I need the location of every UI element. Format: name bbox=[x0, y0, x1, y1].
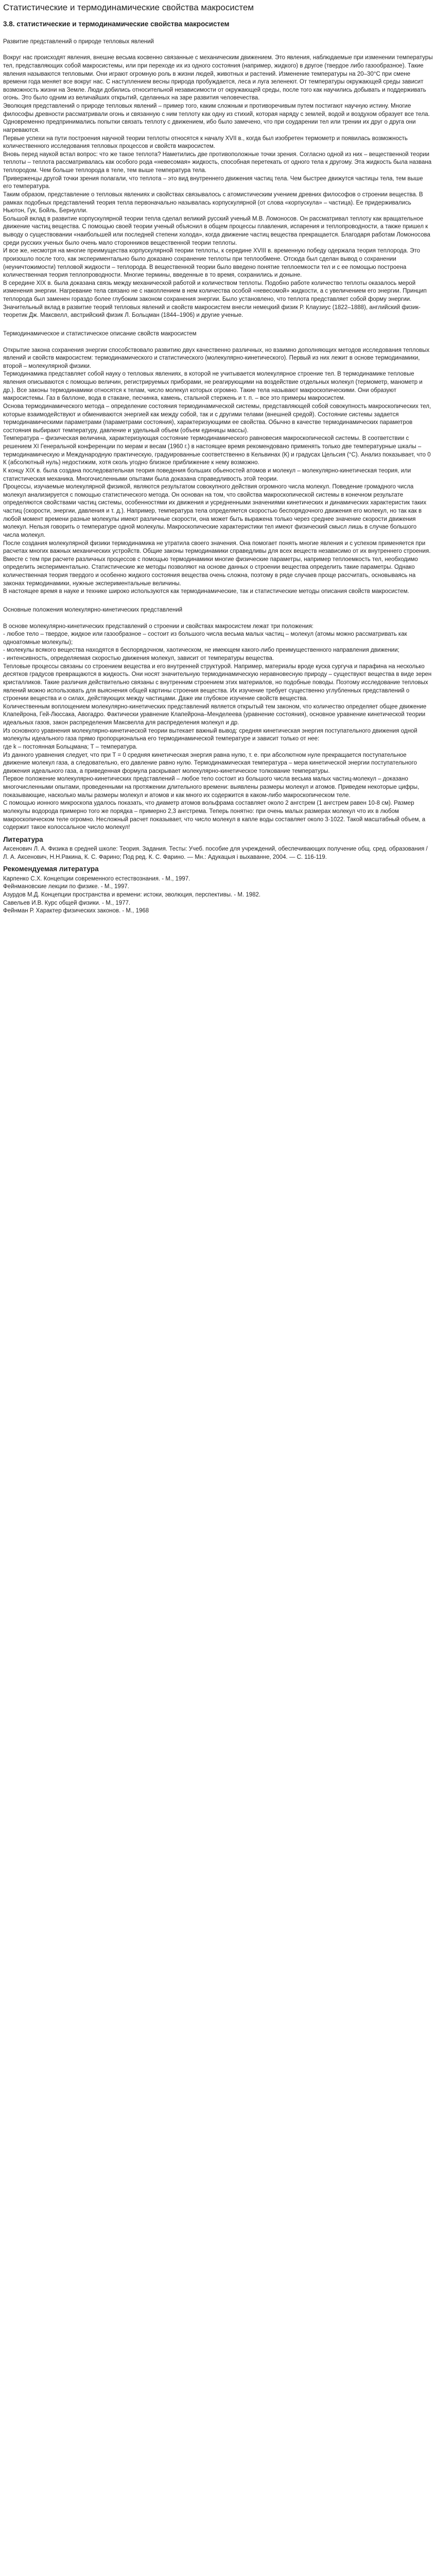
paragraph: - интенсивность, определяемая скоростью движения молекул, зависит от температуры вещества. bbox=[3, 655, 274, 662]
literature-list bbox=[3, 845, 433, 861]
paragraph: - любое тело – твердое, жидкое или газообразное – состоит из большого числа весьма малых частиц – молекул (атомы можно рассматривать как одноатомные молекулы); bbox=[3, 631, 407, 646]
paragraph: Большой вклад в развитие корпускулярной теории тепла сделал великий русский ученый М.В. Ломоносов. Он рассматривал теплоту как вращательное движение частиц вещества. С помощью своей теории ученый объяснил в общем процессы плавления, испарения и теплопроводности, а также пришел к выводу о существовании «наибольшей или последней степени холода», когда движение частиц вещества прекращается. Благодаря работам Ломоносова среди русских ученых было очень мало сторонников вещественной теории теплоты. bbox=[3, 215, 430, 246]
paragraph: В середине XIX в. была доказана связь между механической работой и количеством теплоты. Подобно работе количество теплоты оказалось мерой изменения энергии. Нагревание тела связано не с накоплением в нем количества особой «невесомой» жидкости, а с увеличением его энергии. Принцип теплорода был заменен гораздо более глубоким законом сохранения энергии. Было установлено, что теплота представляет собой форму энергии. bbox=[3, 280, 427, 303]
paragraph: Вокруг нас происходят явления, внешне весьма косвенно связанные с механическим движением. Это явления, наблюдаемые при изменении температуры тел, представляющих собой макросистемы, или при переходе их из одного состояния (например, жидкого) в другое (твердое либо газообразное). Такие явления называются тепловыми. Они играют огромную роль в жизни людей, животных и растений. Изменение температуры на 20–30°С при смене времени года меняет все вокруг нас. С наступлением весны природа пробуждается, леса и луга зеленеют. От температуры окружающей среды зависит возможность жизни на Земле. Люди добились относительной независимости от окружающей среды, после того как научились добывать и поддерживать огонь. Это было одним из величайших открытий, сделанных на заре развития человечества. bbox=[3, 55, 433, 101]
paragraph: К концу XIX в. была создана последовательная теория поведения больших обьеностей атомов и молекул – молекулярно-кинетическая теория, или статистическая механика. Многочисленными опытами была доказана справедливость этой теории. bbox=[3, 467, 411, 482]
paragraph: Значительный вклад в развитие теорий тепловых явлений и свойств макросистем внесли немецкий физик Р. Клаузиус (1822–1888), английский физик-теоретик Дж. Максвелл, австрийский физик Л. Больцман (1844–1906) и другие ученые. bbox=[3, 304, 421, 319]
literature-item: Аксенович Л. А. Физика в средней школе: Теория. Задания. Тесты: Учеб. пособие для учреждений, обеспечивающих получение общ. сред. образования / Л. А. Аксенович, Н.Н.Ракина, К. С. Фарино; Под ред. К. С. Фарино. — Мн.: Адукацыя і выхаванне, 2004. — С. 116-119. bbox=[3, 846, 428, 860]
document-page bbox=[0, 0, 436, 921]
paragraph: Первые успехи на пути построения научной теории теплоты относятся к началу XVII в., когда был изобретен термометр и появилась возможность количественного исследования тепловых процессов и свойств макросистем. bbox=[3, 135, 408, 150]
paragraph: Процессы, изучаемые молекулярной физикой, являются результатом совокупного действия огромного числа молекул. Поведение громадного числа молекул анализируется с помощью статистического метода. Он основан на том, что свойства макроскопической системы в конечном результате определяются свойствами частиц системы, особенностями их движения и усредненными значениями кинетических и динамических характеристик таких частиц (скорости, энергии, давления и т. д.). Например, температура тела определяется скоростью беспорядочного движения его молекул, но так как в любой момент времени разные молекулы имеют различные скорости, она может быть выражена только через среднее значение скорости движения молекул. Нельзя говорить о температуре одной молекулы. Макроскопические характеристики тел имеют физический смысл лишь в случае большого числа молекул. bbox=[3, 484, 427, 538]
section-heading: Развитие представлений о природе тепловых явлений bbox=[3, 38, 154, 45]
recommended-literature-heading: Рекомендуемая литература bbox=[3, 865, 99, 873]
recommended-literature-list bbox=[3, 875, 433, 916]
paragraph: Количественным воплощением молекулярно-кинетических представлений является открытый тем законом, что количество определяет общее движение Клапейрона, Гей-Люссака, Авогадро. Фактически уравнение Клапейрона–Менделеева (уравнение состояния), основное уравнение кинетической теории идеальных газов, закон распределения Максвелла для распределения молекул и др. bbox=[3, 703, 427, 726]
paragraph: Из основного уравнения молекулярно-кинетической теории вытекает важный вывод: средняя кинетическая энергия поступательного движения одной молекулы идеального газа прямо пропорциональна его термодинамической температуре и зависит только от нее: bbox=[3, 727, 417, 742]
paragraph: В настоящее время в науке и технике широко используются как термодинамические, так и статистические методы описания свойств макросистем. bbox=[3, 588, 409, 595]
paragraph: После создания молекулярной физики термодинамика не утратила своего значения. Она помогает понять многие явления и с успехом применяется при расчетах многих важных механических устройств. Общие законы термодинамики справедливы для всех веществ независимо от их внутреннего строения. Вместе с тем при расчете различных процессов с помощью термодинамики многие физические параметры, например теплоемкость тел, необходимо определить экспериментально. Статистические же методы позволяют на основе данных о строении вещества определить такие параметры. Однако количественная теория твердого и особенно жидкого состояния вещества очень сложна, поэтому в ряде случаев проще рассчитать, основываясь на законах термодинамики, нужные экспериментальные величины. bbox=[3, 540, 431, 587]
paragraph: Тепловые процессы связаны со строением вещества и его внутренней структурой. Например, материалы вроде куска сургуча и парафина на несколько десятков градусов превращаются в жидкость. Они носят значительную термодинамическую неравновесную природу – существуют вещества в виде зерен кристалликов. Такие различия действительно связаны с внутренним строением этих материалов, но подобные поводы. Поэтому исследование тепловых явлений можно использовать для выяснения общей картины строения вещества. Их изучение требует существенно углубленных представлений о строении вещества и о силах, действующих между частицами. Даже им глубокое изучение свойств вещества. bbox=[3, 663, 432, 702]
paragraph: Термодинамика представляет собой науку о тепловых явлениях, в которой не учитывается молекулярное строение тел. В термодинамике тепловые явления описываются с помощью величин, регистрируемых приборами, не реагирующими на воздействие отдельных молекул (термометр, манометр и др.). Все законы термодинамики относятся к телам, число молекул которых огромно. Такие тела называют макроскопическими. Они образуют макросистемы. Газ в баллоне, вода в стакане, песчинка, камень, стальной стержень и т. п. – все это примеры макросистем. bbox=[3, 371, 423, 402]
paragraph: где k – постоянная Больцмана; Т – температура. bbox=[3, 743, 138, 750]
paragraph: И все же, несмотря на многие преимущества корпускулярной теории теплоты, к середине XVIII в. временную победу одержала теория теплорода. Это произошло после того, как экспериментально было доказано сохранение теплоты при теплообмене. Отсюда был сделан вывод о сохранении (неуничтожимости) тепловой жидкости – теплорода. В вещественной теории было введено понятие теплоемкости тел и с ее помощью построена количественная теория теплопроводности. Многие термины, введенные в то время, сохранились и доныне. bbox=[3, 248, 421, 279]
paragraph: Первое положение молекулярно-кинетических представлений – любое тело состоит из большого числа весьма малых частиц-молекул – доказано многочисленными опытами, проведенными на протяжении длительного времени: выявлены размеры молекул и атомов. Приведем некоторые цифры, показывающие, насколько малы размеры молекул и атомов и как много их содержится в каком-либо макроскопическом теле. bbox=[3, 776, 420, 799]
section-heading: Термодинамическое и статистическое описание свойств макросистем bbox=[3, 330, 197, 337]
literature-item: Фейнмановские лекции по физике. - М., 1997. bbox=[3, 884, 129, 890]
section-heading: Основные положения молекулярно-кинетических представлений bbox=[3, 606, 183, 613]
literature-item: Савельев И.В. Курс общей физики. - М., 1977. bbox=[3, 900, 131, 906]
site-title: Статистические и термодинамические свойства макросистем bbox=[3, 3, 254, 12]
paragraph: Таким образом, представление о тепловых явлениях и свойствах связывалось с атомистическим учением древних философов о строении вещества. В рамках подобных представлений теория тепла первоначально называлась корпускулярной (от слова «корпускула» – частица). Ее придерживались Ньютон, Гук, Бойль, Бернулли. bbox=[3, 191, 423, 214]
paragraph: Открытие закона сохранения энергии способствовало развитию двух качественно различных, но взаимно дополняющих методов исследования тепловых явлений и свойств макросистем: термодинамического и статистического (молекулярно-кинетического). Первый из них лежит в основе термодинамики, второй – молекулярной физики. bbox=[3, 347, 430, 369]
literature-heading: Литература bbox=[3, 835, 43, 843]
literature-item: Фейнман Р. Характер физических законов. - М., 1968 bbox=[3, 908, 149, 914]
paragraph: Температура – физическая величина, характеризующая состояние термодинамического равновесия макроскопической системы. В соответствии с решением XI Генеральной конференции по мерам и весам (1960 г.) в настоящее время рекомендовано применять только две температурные шкалы – термодинамическую и Международную практическую, градуированные соответственно в Кельвинах (К) и градусах Цельсия (°С). Анализ показывает, что 0 К (абсолютный нуль) недостижим, хотя сколь угодно близкое приближение к нему возможно. bbox=[3, 435, 431, 466]
paragraph: Вновь перед наукой встал вопрос: что же такое теплота? Наметились две противоположные точки зрения. Согласно одной из них – вещественной теории теплоты – теплота рассматривалась как особого рода «невесомая» жидкость, способная перетекать от одного тела к другому. Эта жидкость была названа теплородом. Чем больше теплорода в теле, тем выше температура тела. bbox=[3, 151, 432, 174]
document-title: 3.8. статистические и термодинамические свойства макросистем bbox=[3, 20, 230, 28]
literature-item: Карпенко С.Х. Концепции современного естествознания. - М., 1997. bbox=[3, 875, 190, 882]
document-body bbox=[3, 38, 433, 832]
paragraph: - молекулы всякого вещества находятся в беспорядочном, хаотическом, не имеющем какого-либо преимущественного направления движении; bbox=[3, 647, 399, 654]
paragraph: Из данного уравнения следует, что при Т = 0 средняя кинетическая энергия равна нулю, т. е. при абсолютном нуле прекращается поступательное движение молекул газа, а следовательно, его давление равно нулю. Термодинамическая температура – мера кинетической энергии поступательного движения идеального газа, а приведенная формула раскрывает молекулярно-кинетическое толкование температуры. bbox=[3, 752, 417, 774]
paragraph: Основа термодинамического метода – определение состояния термодинамической системы, представляющей собой совокупность макроскопических тел, которые взаимодействуют и обмениваются энергией как между собой, так и с другими телами (внешней средой). Состояние системы задается термодинамическими параметрами (параметрами состояния), характеризующими ее свойства. Обычно в качестве термодинамических параметров состояния выбирают температуру, давление и удельный объем (объем единицы массы). bbox=[3, 403, 431, 434]
literature-item: Азурдов М.Д. Концепции пространства и времени: истоки, эволюция, перспективы. - М. 1982. bbox=[3, 891, 261, 898]
paragraph: Эволюция представлений о природе тепловых явлений – пример того, каким сложным и противоречивым путем постигают научную истину. Многие философы древности рассматривали огонь и связанную с ним теплоту как одну из стихий, которая наряду с землей, водой и воздухом образует все тела. Одновременно предпринимались попытки связать теплоту с движением, ибо было замечено, что при соударении тел или трении их друг о друга они нагреваются. bbox=[3, 103, 430, 133]
paragraph: В основе молекулярно-кинетических представлений о строении и свойствах макросистем лежат три положения: bbox=[3, 623, 313, 630]
paragraph: Приверженцы другой точки зрения полагали, что теплота – это вид внутреннего движения частиц тела. Чем быстрее движутся частицы тела, тем выше его температура. bbox=[3, 175, 423, 190]
paragraph: С помощью ионного микроскопа удалось показать, что диаметр атомов вольфрама составляет около 2 ангстрем (1 ангстрем равен 10-8 см). Размер молекулы водорода примерно того же порядка – примерно 2,3 ангстрема. Теперь понятно: при очень малых размерах молекул что их в любом макроскопическом теле огромно. Несложный расчет показывает, что число молекул в капле воды составляет около 3·1022. Такой масштабный объем, а содержит такое колоссальное число молекул! bbox=[3, 800, 426, 831]
